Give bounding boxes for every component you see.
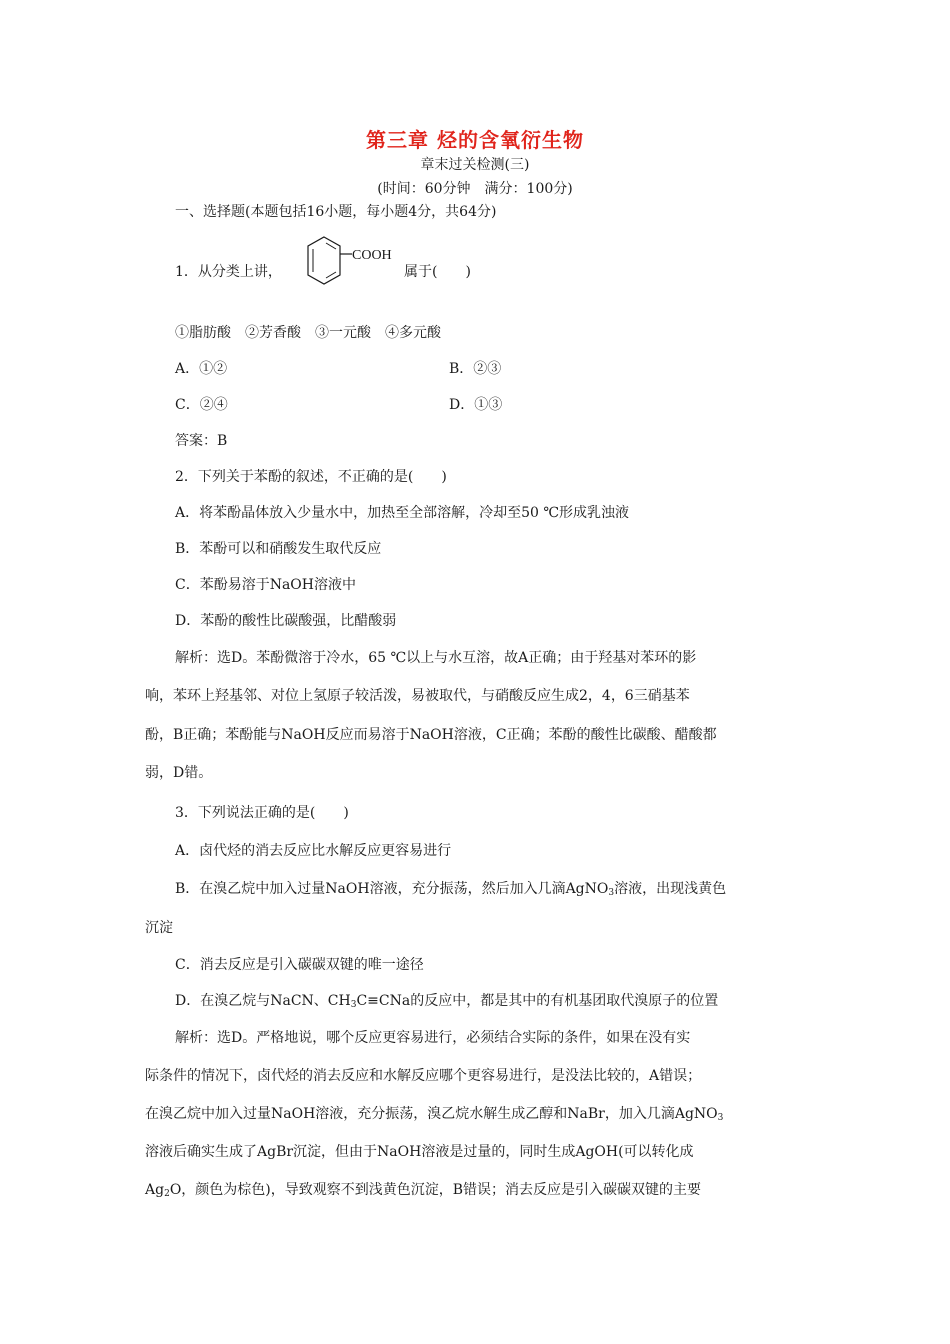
q3-choice-b: B．在溴乙烷中加入过量NaOH溶液，充分振荡，然后加入几滴AgNO$_3$溶液，出现浅黄色: [175, 881, 727, 898]
q1-choice-b: B．②③: [449, 361, 502, 377]
q1-stem-suffix: 属于( ): [404, 264, 471, 280]
q2-analysis-line: 弱，D错。: [145, 765, 213, 781]
q2-stem: 2．下列关于苯酚的叙述，不正确的是( ): [175, 469, 447, 485]
section-subtitle: 章末过关检测(三): [420, 157, 530, 173]
q2-choice-d: D．苯酚的酸性比碳酸强，比醋酸弱: [175, 613, 397, 629]
q1-stem-prefix: 1．从分类上讲，: [175, 264, 282, 280]
q2-analysis-line: 酚，B正确；苯酚能与NaOH反应而易溶于NaOH溶液，C正确；苯酚的酸性比碳酸、醋酸都: [145, 727, 717, 743]
q1-choice-c: C．②④: [175, 397, 228, 413]
q2-choice-a: A．将苯酚晶体放入少量水中，加热至全部溶解，冷却至50 ℃形成乳浊液: [175, 505, 630, 521]
q3-analysis-line: 溶液后确实生成了AgBr沉淀，但由于NaOH溶液是过量的，同时生成AgOH(可以转化成: [145, 1144, 694, 1160]
q3-choice-b-continuation: 沉淀: [145, 920, 173, 936]
q2-analysis-line: 响，苯环上羟基邻、对位上氢原子较活泼，易被取代，与硝酸反应生成2，4，6三硝基苯: [145, 688, 690, 704]
q3-stem: 3．下列说法正确的是( ): [175, 805, 349, 821]
q3-choice-a: A．卤代烃的消去反应比水解反应更容易进行: [175, 843, 452, 859]
q3-analysis-line: 解析：选D。严格地说，哪个反应更容易进行，必须结合实际的条件，如果在没有实: [175, 1030, 691, 1046]
q3-choice-d: D．在溴乙烷与NaCN、$CH_3C\equiv CNa$的反应中，都是其中的有机基团取代溴原子的位置: [175, 993, 719, 1010]
exam-meta: (时间：60分钟 满分：100分): [377, 181, 573, 197]
q1-options-line: ①脂肪酸 ②芳香酸 ③一元酸 ④多元酸: [175, 325, 441, 341]
q3-analysis-line: 际条件的情况下，卤代烃的消去反应和水解反应哪个更容易进行，是没法比较的，A错误；: [145, 1068, 702, 1084]
q2-choice-b: B．苯酚可以和硝酸发生取代反应: [175, 541, 382, 557]
q3-analysis-line: 在溴乙烷中加入过量NaOH溶液，充分振荡，溴乙烷水解生成乙醇和NaBr，加入几滴AgNO$_3$: [145, 1106, 724, 1123]
benzoic-acid-structure: [300, 234, 410, 292]
q1-choice-d: D．①③: [449, 397, 503, 413]
cooh-label: COOH: [352, 248, 392, 263]
q1-choice-a: A．①②: [175, 361, 228, 377]
q3-analysis-line: $Ag_2O$，颜色为棕色)，导致观察不到浅黄色沉淀，B错误；消去反应是引入碳碳双键的主要: [145, 1182, 702, 1199]
chapter-title: 第三章 烃的含氧衍生物: [366, 128, 584, 152]
section-heading: 一、选择题(本题包括16小题，每小题4分，共64分): [175, 204, 497, 220]
q3-choice-c: C．消去反应是引入碳碳双键的唯一途径: [175, 957, 424, 973]
q2-analysis-line: 解析：选D。苯酚微溶于冷水，65 ℃以上与水互溶，故A正确；由于羟基对苯环的影: [175, 650, 697, 666]
q2-choice-c: C．苯酚易溶于NaOH溶液中: [175, 577, 356, 593]
q1-answer: 答案：B: [175, 433, 228, 449]
